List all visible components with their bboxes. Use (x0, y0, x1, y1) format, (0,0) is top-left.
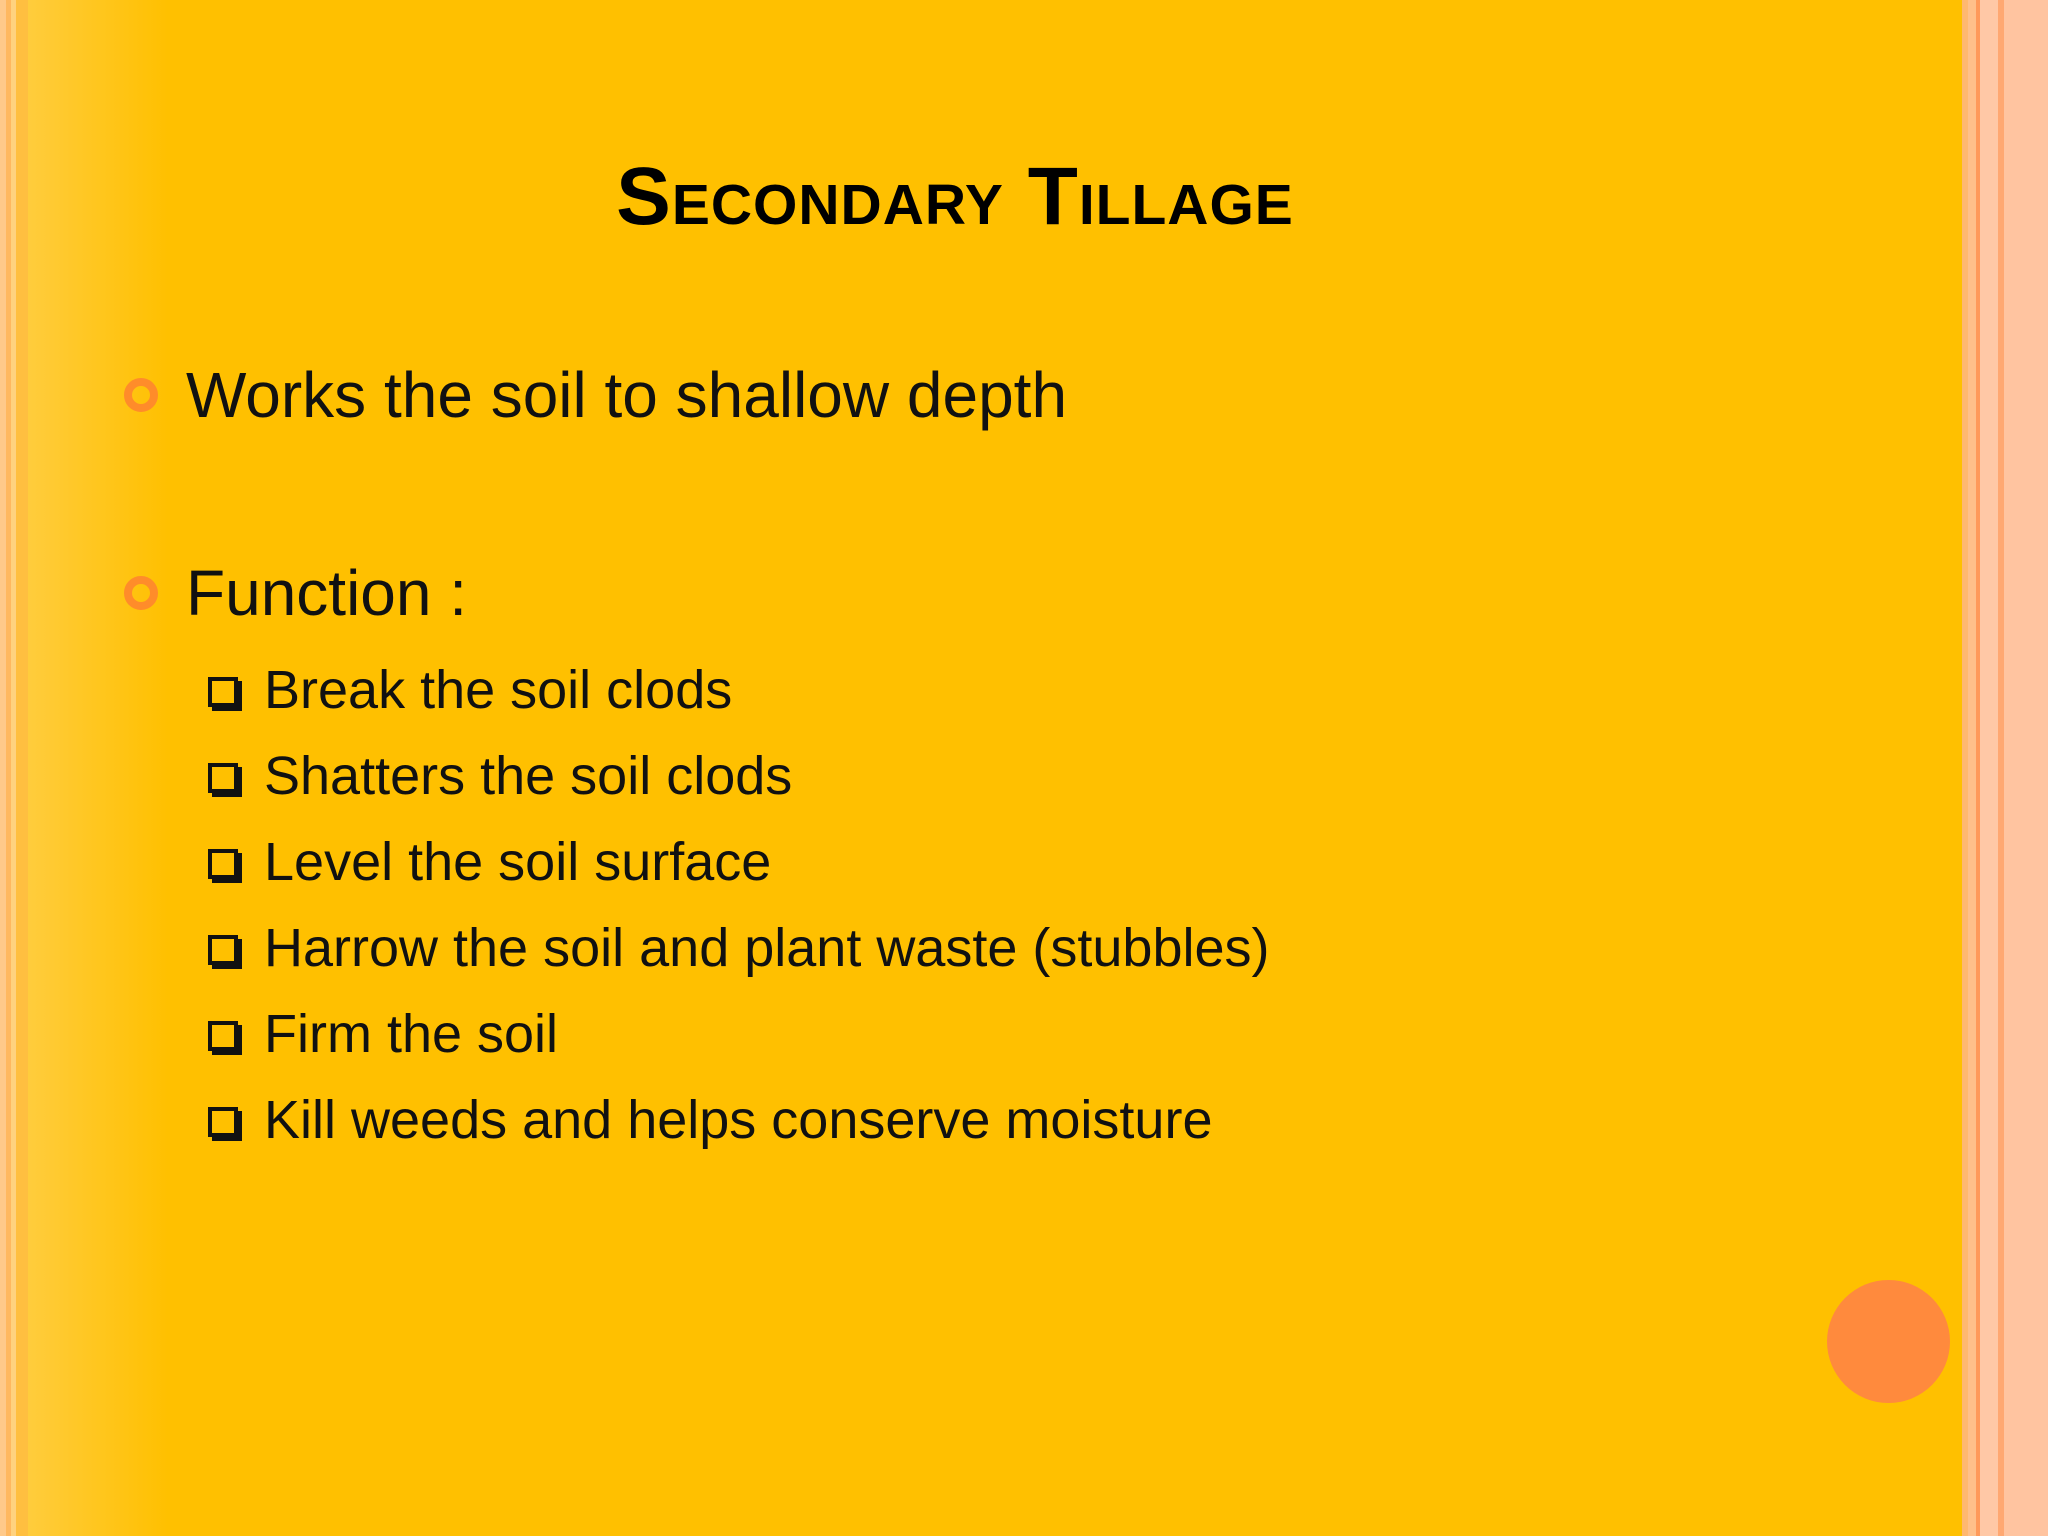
slide-title: Secondary Tillage (616, 151, 1294, 242)
bullet-item (124, 553, 1824, 633)
right-decorative-border (1962, 0, 2048, 1536)
shadowed-square-icon (208, 849, 238, 879)
bullet-text: Works the soil to shallow depth (186, 359, 1068, 431)
shadowed-square-icon (208, 1107, 238, 1137)
sub-bullet-list (208, 647, 1808, 1163)
ring-bullet-icon (124, 378, 158, 412)
sub-bullet-item (208, 1077, 1808, 1163)
sub-bullet-text: Break the soil clods (264, 660, 733, 720)
sub-bullet-text: Shatters the soil clods (264, 746, 793, 806)
sub-bullet-text: Firm the soil (264, 1004, 559, 1064)
shadowed-square-icon (208, 677, 238, 707)
sub-bullet-item (208, 819, 1808, 905)
bullet-text: Function : (186, 557, 468, 629)
sub-bullet-text: Kill weeds and helps conserve moisture (264, 1090, 1213, 1150)
sub-bullet-text: Harrow the soil and plant waste (stubbles) (264, 918, 1270, 978)
shadowed-square-icon (208, 935, 238, 965)
sub-bullet-item (208, 905, 1808, 991)
sub-bullet-item (208, 647, 1808, 733)
sub-bullet-text: Level the soil surface (264, 832, 772, 892)
sub-bullet-item (208, 733, 1808, 819)
shadowed-square-icon (208, 763, 238, 793)
bullet-list (124, 355, 1824, 633)
sub-bullet-item (208, 991, 1808, 1077)
bullet-item (124, 355, 1824, 435)
ring-bullet-icon (124, 576, 158, 610)
orange-circle-icon (1827, 1280, 1950, 1403)
shadowed-square-icon (208, 1021, 238, 1051)
